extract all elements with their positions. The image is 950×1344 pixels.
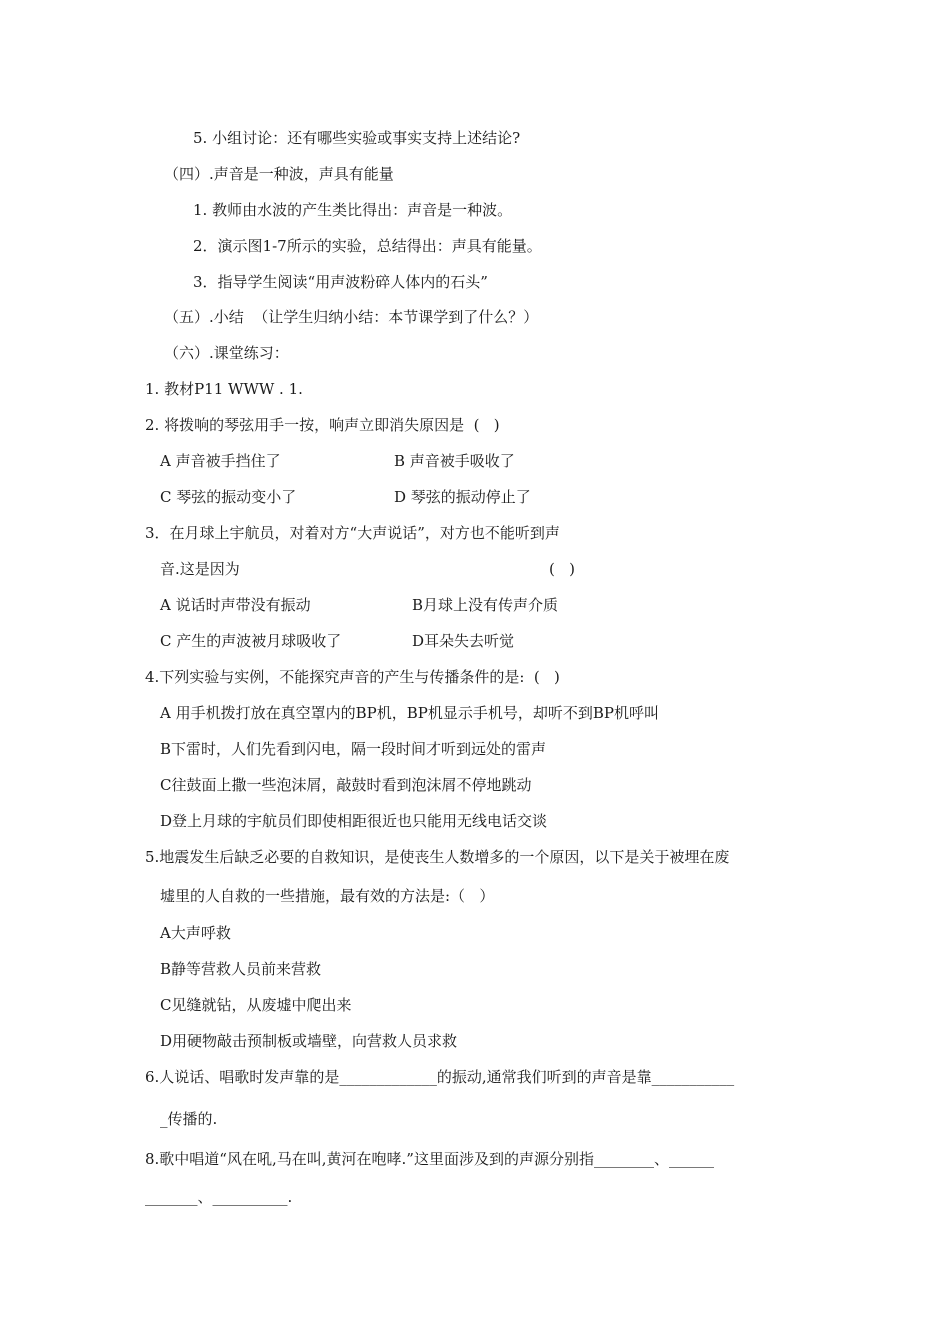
section-4-title: （四）.声音是一种波，声具有能量 [164,165,394,183]
question-4-option-c: C往鼓面上撒一些泡沫屑，敲鼓时看到泡沫屑不停地跳动 [160,776,532,794]
question-3-stem-line-2: 音.这是因为 [160,560,240,578]
question-2-stem: 2. 将拨响的琴弦用手一按，响声立即消失原因是 ( ) [145,416,500,434]
question-5-stem-line-1: 5.地震发生后缺乏必要的自救知识，是使丧生人数增多的一个原因，以下是关于被埋在废 [145,848,730,866]
question-2-option-d: D 琴弦的振动停止了 [394,488,531,506]
section-5-title: （五）.小结 （让学生归纳小结：本节课学到了什么？） [164,308,539,326]
section-6-title: （六）.课堂练习： [164,344,289,362]
question-4-option-b: B下雷时，人们先看到闪电，隔一段时间才听到远处的雷声 [160,740,547,758]
question-3-option-a: A 说话时声带没有振动 [160,596,311,614]
question-3-answer-paren: ( ) [549,560,576,578]
section-4-item-2: 2．演示图1-7所示的实验，总结得出：声具有能量。 [193,237,542,255]
question-6-line-2: _传播的. [160,1110,218,1128]
question-6-line-1: 6.人说话、唱歌时发声靠的是_____________的振动,通常我们听到的声音是靠___________ [145,1068,735,1086]
question-3-stem-line-1: 3．在月球上宇航员，对着对方“大声说话”，对方也不能听到声 [145,524,560,542]
question-5-stem-line-2: 墟里的人自救的一些措施，最有效的方法是:（ ） [160,887,495,905]
question-5-option-a: A大声呼救 [160,924,231,942]
question-3-option-d: D耳朵失去听觉 [412,632,515,650]
section-4-item-3: 3．指导学生阅读“用声波粉碎人体内的石头” [193,273,488,291]
question-4-option-a: A 用手机拨打放在真空罩内的BP机，BP机显示手机号，却听不到BP机呼叫 [160,704,659,722]
part3-item-5: 5. 小组讨论：还有哪些实验或事实支持上述结论? [193,129,521,147]
question-8-line-1: 8.歌中唱道“风在吼,马在叫,黄河在咆哮.”这里面涉及到的声源分别指________、______ [145,1150,714,1168]
question-2-option-c: C 琴弦的振动变小了 [160,488,297,506]
question-4-stem: 4.下列实验与实例，不能探究声音的产生与传播条件的是: ( ) [145,668,560,686]
question-2-option-b: B 声音被手吸收了 [394,452,515,470]
question-3-option-b: B月球上没有传声介质 [412,596,559,614]
question-3-option-c: C 产生的声波被月球吸收了 [160,632,342,650]
question-5-option-d: D用硬物敲击预制板或墙壁，向营救人员求救 [160,1032,458,1050]
question-1: 1. 教材P11 WWW . 1. [145,380,303,398]
question-8-line-2: _______、__________. [145,1188,293,1206]
question-4-option-d: D登上月球的宇航员们即使相距很近也只能用无线电话交谈 [160,812,548,830]
question-5-option-b: B静等营救人员前来营救 [160,960,322,978]
question-2-option-a: A 声音被手挡住了 [160,452,281,470]
question-5-option-c: C见缝就钻，从废墟中爬出来 [160,996,352,1014]
section-4-item-1: 1. 教师由水波的产生类比得出：声音是一种波。 [193,201,513,219]
